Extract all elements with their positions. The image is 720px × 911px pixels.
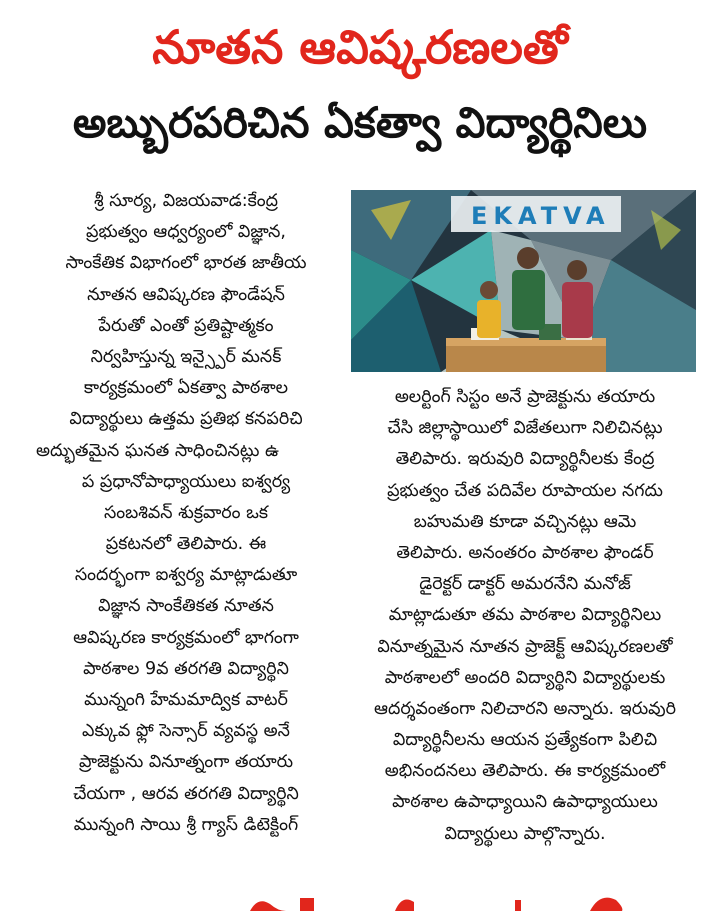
article-right-column (355, 382, 695, 850)
article-line: కార్యక్రమంలో ఏకత్వా పాఠశాల (83, 378, 289, 399)
article-line: సంబశివన్ శుక్రవారం ఒక (103, 502, 269, 523)
article-line: విద్యార్థులు ఉత్తమ ప్రతిభ కనపరిచి (69, 409, 303, 430)
article-line: ప్రకటనలో తెలిపారు. ఈ (105, 534, 267, 555)
article-line: సందర్భంగా ఐశ్వర్య మాట్లాడుతూ (74, 565, 298, 586)
article-line: శ్రీ సూర్య, విజయవాడ:కేంద్ర (94, 191, 278, 211)
article-line: ఆవిష్కరణ కార్యక్రమంలో భాగంగా (73, 627, 299, 648)
article-line: ప్రభుత్వం ఆధ్వర్యంలో విజ్ఞాన, (86, 222, 286, 243)
headline-line-2: అబ్బురపరిచిన ఏకత్వా విద్యార్థినిలు (72, 98, 648, 147)
article-line: అలర్టింగ్ సిస్టం అనే ప్రాజెక్టును తయారు (394, 387, 656, 407)
article-line: ప్రాజెక్టును వినూత్నంగా తయారు (78, 752, 294, 773)
article-line: బహుమతి కూడా వచ్చినట్లు ఆమె (413, 511, 637, 532)
article-line: పాఠశాల 9వ తరగతి విద్యార్థిని (83, 658, 289, 679)
article-line: తెలిపారు. అనంతరం పాఠశాల ఫౌండర్ (396, 542, 654, 563)
article-line: ప ప్రధానోపాధ్యాయులు ఐశ్వర్య (81, 471, 291, 492)
article-line: ప్రభుత్వం చేత పదివేల రూపాయల నగదు (387, 480, 663, 501)
article-line: సాంకేతిక విభాగంలో భారత జాతీయ (65, 253, 307, 274)
article-left-column (36, 186, 336, 841)
article-line: అద్భుతమైన ఘనత సాధించినట్లు ఉ (36, 440, 279, 461)
article-line: ఆదర్శవంతంగా నిలిచారని అన్నారు. ఇరువురి (374, 698, 676, 719)
article-photo (351, 190, 696, 372)
next-headline-fragment (0, 890, 720, 911)
article-line: చేసి జిల్లాస్థాయిలో విజేతలుగా నిలిచినట్లు (387, 418, 663, 439)
article-line: మున్నంగి హేమమాద్విక వాటర్ (84, 690, 288, 710)
article-line: విద్యార్థులు పాల్గొన్నారు. (444, 823, 606, 844)
article-line: చేయగా , ఆరవ తరగతి విద్యార్థిని (73, 783, 299, 804)
article-line: విద్యార్థినీలను ఆయన ప్రత్యేకంగా పిలిచి (392, 730, 658, 751)
article-line: విజ్ఞాన సాంకేతికత నూతన (98, 596, 274, 617)
article-line: పాఠశాల ఉపాధ్యాయిని ఉపాధ్యాయులు (392, 792, 658, 813)
article-line: ఎక్కువ ఫ్లో సెన్సార్ వ్యవస్థ అనే (82, 721, 290, 742)
article-line: పేరుతో ఎంతో ప్రతిష్టాత్మకం (98, 315, 274, 336)
article-line: డైరెక్టర్ డాక్టర్ అమరనేని మనోజ్ (419, 574, 631, 595)
article-line: నూతన ఆవిష్కరణ ఫౌండేషన్ (87, 284, 285, 305)
article-line: పాఠశాలలో అందరి విద్యార్థిని విద్యార్థులకు (384, 667, 666, 688)
headline-line-1: నూతన ఆవిష్కరణలతో (152, 20, 568, 74)
article-line: తెలిపారు. ఇరువురి విద్యార్థినీలకు కేంద్ర (395, 449, 655, 470)
article-line: నిర్వహిస్తున్న ఇన్స్పైర్ మనక్ (90, 346, 282, 367)
article-line: మున్నంగి సాయి శ్రీ గ్యాస్ డిటెక్టింగ్ (73, 814, 299, 835)
article-line: మాట్లాడుతూ తమ పాఠశాల విద్యార్థినిలు (388, 605, 662, 626)
ekatva-logo: EKATVA (471, 202, 611, 230)
article-line: వినూత్నమైన నూతన ప్రాజెక్ట్ ఆవిష్కరణలతో (377, 636, 673, 657)
article-line: అభినందనలు తెలిపారు. ఈ కార్యక్రమంలో (384, 761, 666, 782)
